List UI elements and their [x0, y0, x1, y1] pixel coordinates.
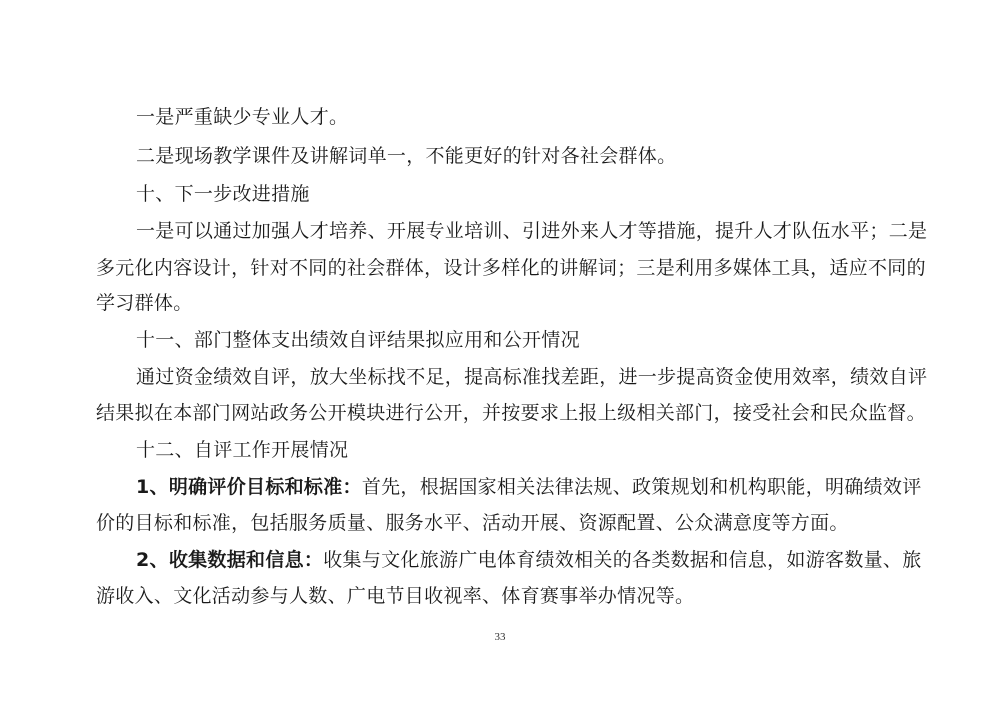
paragraph-application-line-1: 通过资金绩效自评，放大坐标找不足，提高标准找差距，进一步提高资金使用效率，绩效自评 — [136, 366, 928, 388]
paragraph-improvement-line-3: 学习群体。 — [96, 292, 193, 314]
paragraph-application-line-2: 结果拟在本部门网站政务公开模块进行公开，并按要求上报上级相关部门，接受社会和民众监督。 — [96, 402, 926, 424]
paragraph-courseware-single: 二是现场教学课件及讲解词单一，不能更好的针对各社会群体。 — [136, 145, 677, 167]
paragraph-improvement-line-2: 多元化内容设计，针对不同的社会群体，设计多样化的讲解词；三是利用多媒体工具，适应不同的 — [96, 257, 926, 279]
paragraph-improvement-line-1: 一是可以通过加强人才培养、开展专业培训、引进外来人才等措施，提升人才队伍水平；二是 — [136, 220, 928, 242]
paragraph-data-label: 2、收集数据和信息： — [136, 549, 324, 571]
page-number: 33 — [494, 631, 506, 643]
heading-section-10: 十、下一步改进措施 — [136, 183, 310, 205]
paragraph-lack-talent: 一是严重缺少专业人才。 — [136, 106, 349, 128]
paragraph-data-line-2: 游收入、文化活动参与人数、广电节目收视率、体育赛事举办情况等。 — [96, 585, 695, 607]
paragraph-data-text: 收集与文化旅游广电体育绩效相关的各类数据和信息，如游客数量、旅 — [323, 549, 922, 571]
paragraph-targets-line-2: 价的目标和标准，包括服务质量、服务水平、活动开展、资源配置、公众满意度等方面。 — [96, 512, 849, 534]
paragraph-targets-label: 1、明确评价目标和标准： — [136, 476, 362, 498]
heading-section-11: 十一、部门整体支出绩效自评结果拟应用和公开情况 — [136, 329, 580, 351]
paragraph-data-line-1 — [136, 548, 922, 572]
paragraph-targets-text: 首先，根据国家相关法律法规、政策规划和机构职能，明确绩效评 — [361, 476, 922, 498]
paragraph-targets-line-1 — [136, 475, 922, 499]
heading-section-12: 十二、自评工作开展情况 — [136, 439, 349, 461]
